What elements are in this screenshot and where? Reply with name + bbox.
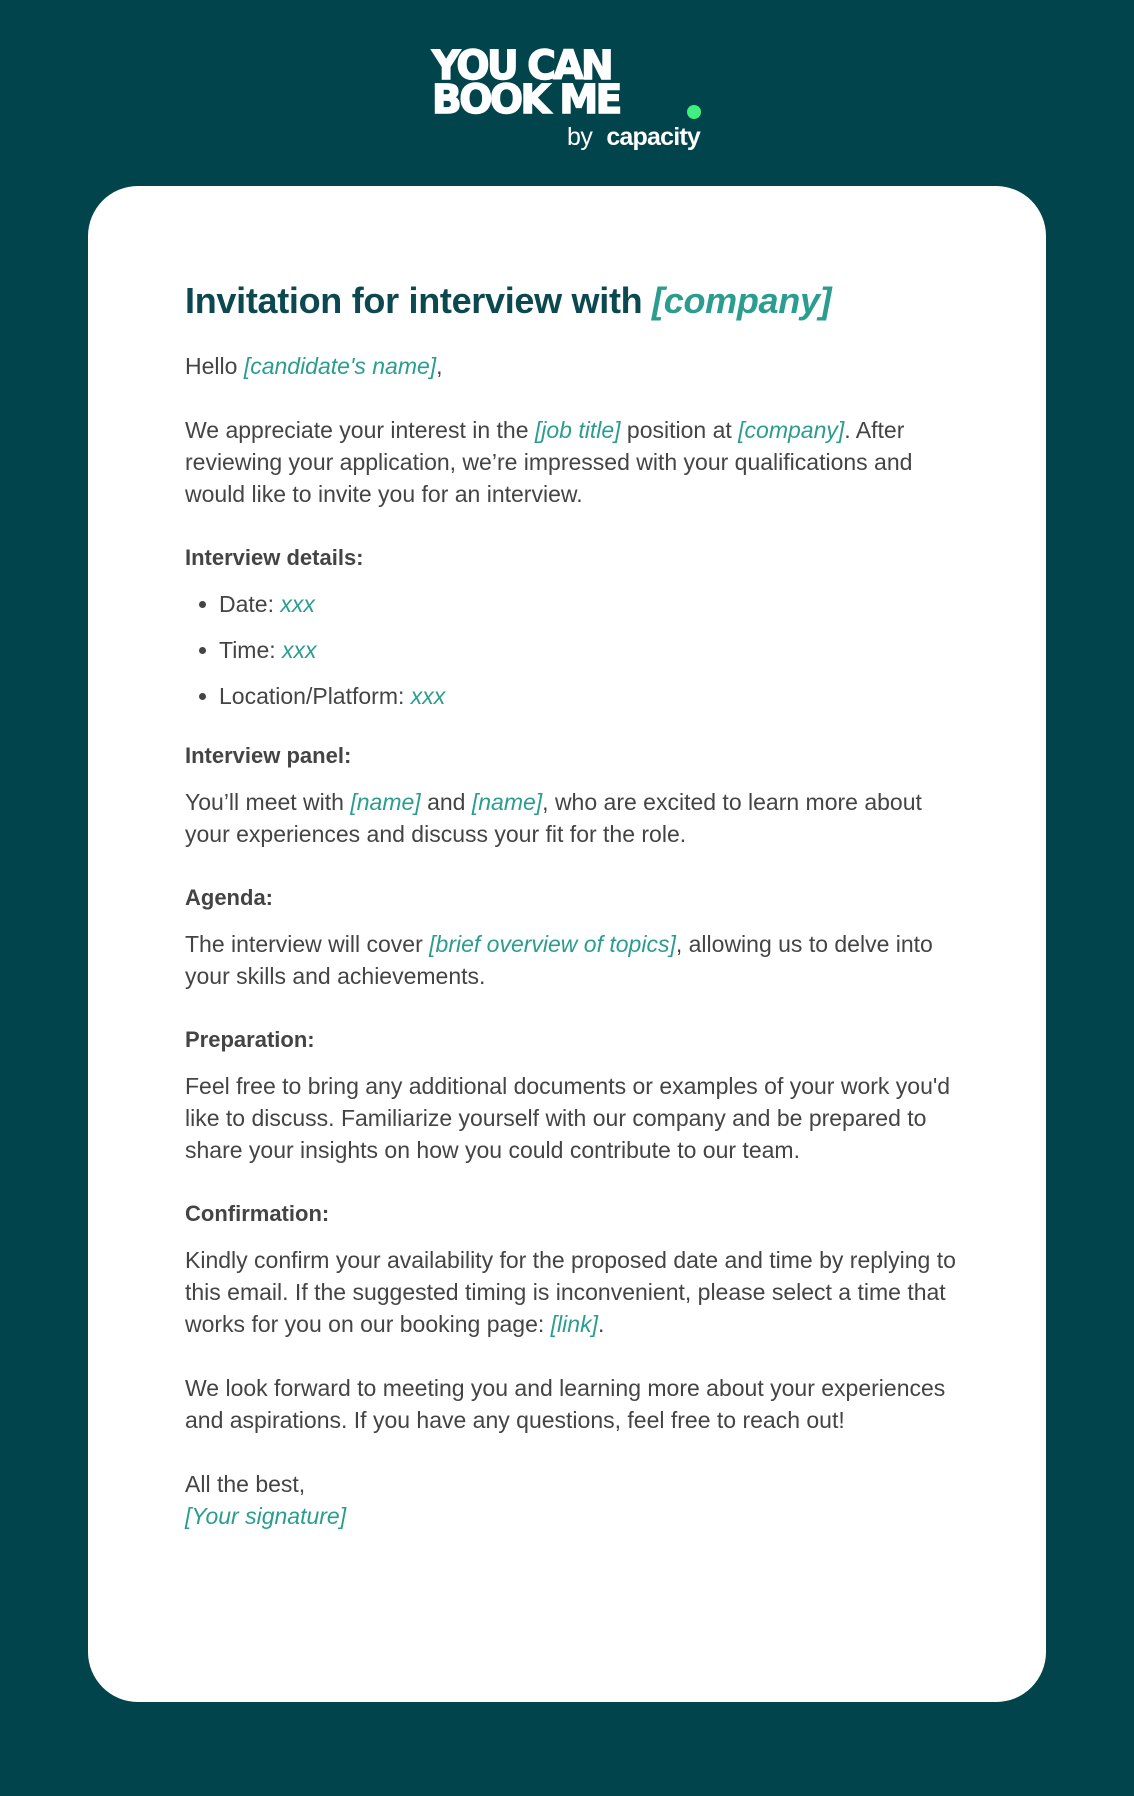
topics-placeholder: [brief overview of topics] — [429, 931, 676, 957]
confirmation-paragraph — [185, 1244, 965, 1340]
booking-link-placeholder[interactable]: [link] — [550, 1311, 598, 1337]
greeting — [185, 350, 965, 382]
title-company-placeholder: [company] — [652, 280, 832, 321]
job-title-placeholder: [job title] — [534, 417, 621, 443]
signature-placeholder: [Your signature] — [185, 1503, 347, 1529]
agenda-heading: Agenda: — [185, 885, 273, 910]
bullet-icon — [199, 693, 206, 700]
logo-line-2: BOOK ME — [432, 77, 620, 124]
agenda-text-1: The interview will cover — [185, 931, 430, 957]
email-card — [88, 186, 1046, 1702]
bullet-icon — [199, 601, 206, 608]
candidate-name-placeholder: [candidate's name] — [243, 353, 437, 379]
email-content — [185, 278, 965, 1532]
list-item-date — [185, 588, 965, 620]
company-placeholder: [company] — [738, 417, 845, 443]
detail-label: Time: — [219, 637, 283, 663]
interview-details-list — [185, 588, 965, 712]
list-item-time — [185, 634, 965, 666]
detail-value-placeholder: xxx — [410, 683, 446, 709]
you-can-book-me-logo — [432, 43, 704, 154]
panel-text-3: , who are excited to learn more about your experiences and discuss your fit for the role. — [185, 789, 922, 847]
list-item-location — [185, 680, 965, 712]
interview-panel-heading: Interview panel: — [185, 743, 352, 768]
logo-brand: capacity — [606, 123, 700, 151]
preparation-heading: Preparation: — [185, 1027, 315, 1052]
detail-label: Date: — [219, 591, 281, 617]
title-text: Invitation for interview with — [185, 280, 653, 321]
page-title — [185, 278, 965, 324]
logo-dot-icon — [687, 105, 701, 119]
logo-by-capacity — [567, 122, 700, 152]
greeting-suffix: , — [436, 353, 443, 379]
intro-text-2: position at — [620, 417, 739, 443]
agenda-text-2: , allowing us to delve into your skills and achievements. — [185, 931, 933, 989]
detail-value-placeholder: xxx — [282, 637, 317, 663]
interview-panel-paragraph — [185, 786, 965, 850]
detail-label: Location/Platform: — [219, 683, 411, 709]
panel-text-1: You’ll meet with — [185, 789, 351, 815]
intro-paragraph — [185, 414, 965, 510]
interview-details-heading: Interview details: — [185, 545, 364, 570]
bullet-icon — [199, 647, 206, 654]
logo-by: by — [567, 123, 593, 151]
panel-name-placeholder-1: [name] — [350, 789, 421, 815]
confirmation-text-2: . — [597, 1311, 605, 1337]
agenda-paragraph — [185, 928, 965, 992]
panel-name-placeholder-2: [name] — [471, 789, 543, 815]
detail-value-placeholder: xxx — [280, 591, 315, 617]
intro-text-3: . After reviewing your application, we’re impressed with your qualifications and would like to invite you for an interview. — [185, 417, 913, 507]
logo-line-1: YOU CAN — [432, 43, 612, 90]
panel-text-2: and — [420, 789, 472, 815]
confirmation-heading: Confirmation: — [185, 1201, 330, 1226]
preparation-paragraph: Feel free to bring any additional documents or examples of your work you'd like to discuss. Familiarize yourself with our company and be prepared to share your insights on how you could contribute to our team. — [185, 1073, 951, 1163]
confirmation-text-1: Kindly confirm your availability for the proposed date and time by replying to this email. If the suggested timing is inconvenient, please select a time that works for you on our booking page: — [185, 1247, 956, 1337]
sign-off: All the best, — [185, 1471, 306, 1497]
intro-text-1: We appreciate your interest in the — [185, 417, 535, 443]
greeting-text: Hello — [185, 353, 244, 379]
closing-paragraph: We look forward to meeting you and learning more about your experiences and aspirations. If you have any questions, feel free to reach out! — [185, 1375, 946, 1433]
